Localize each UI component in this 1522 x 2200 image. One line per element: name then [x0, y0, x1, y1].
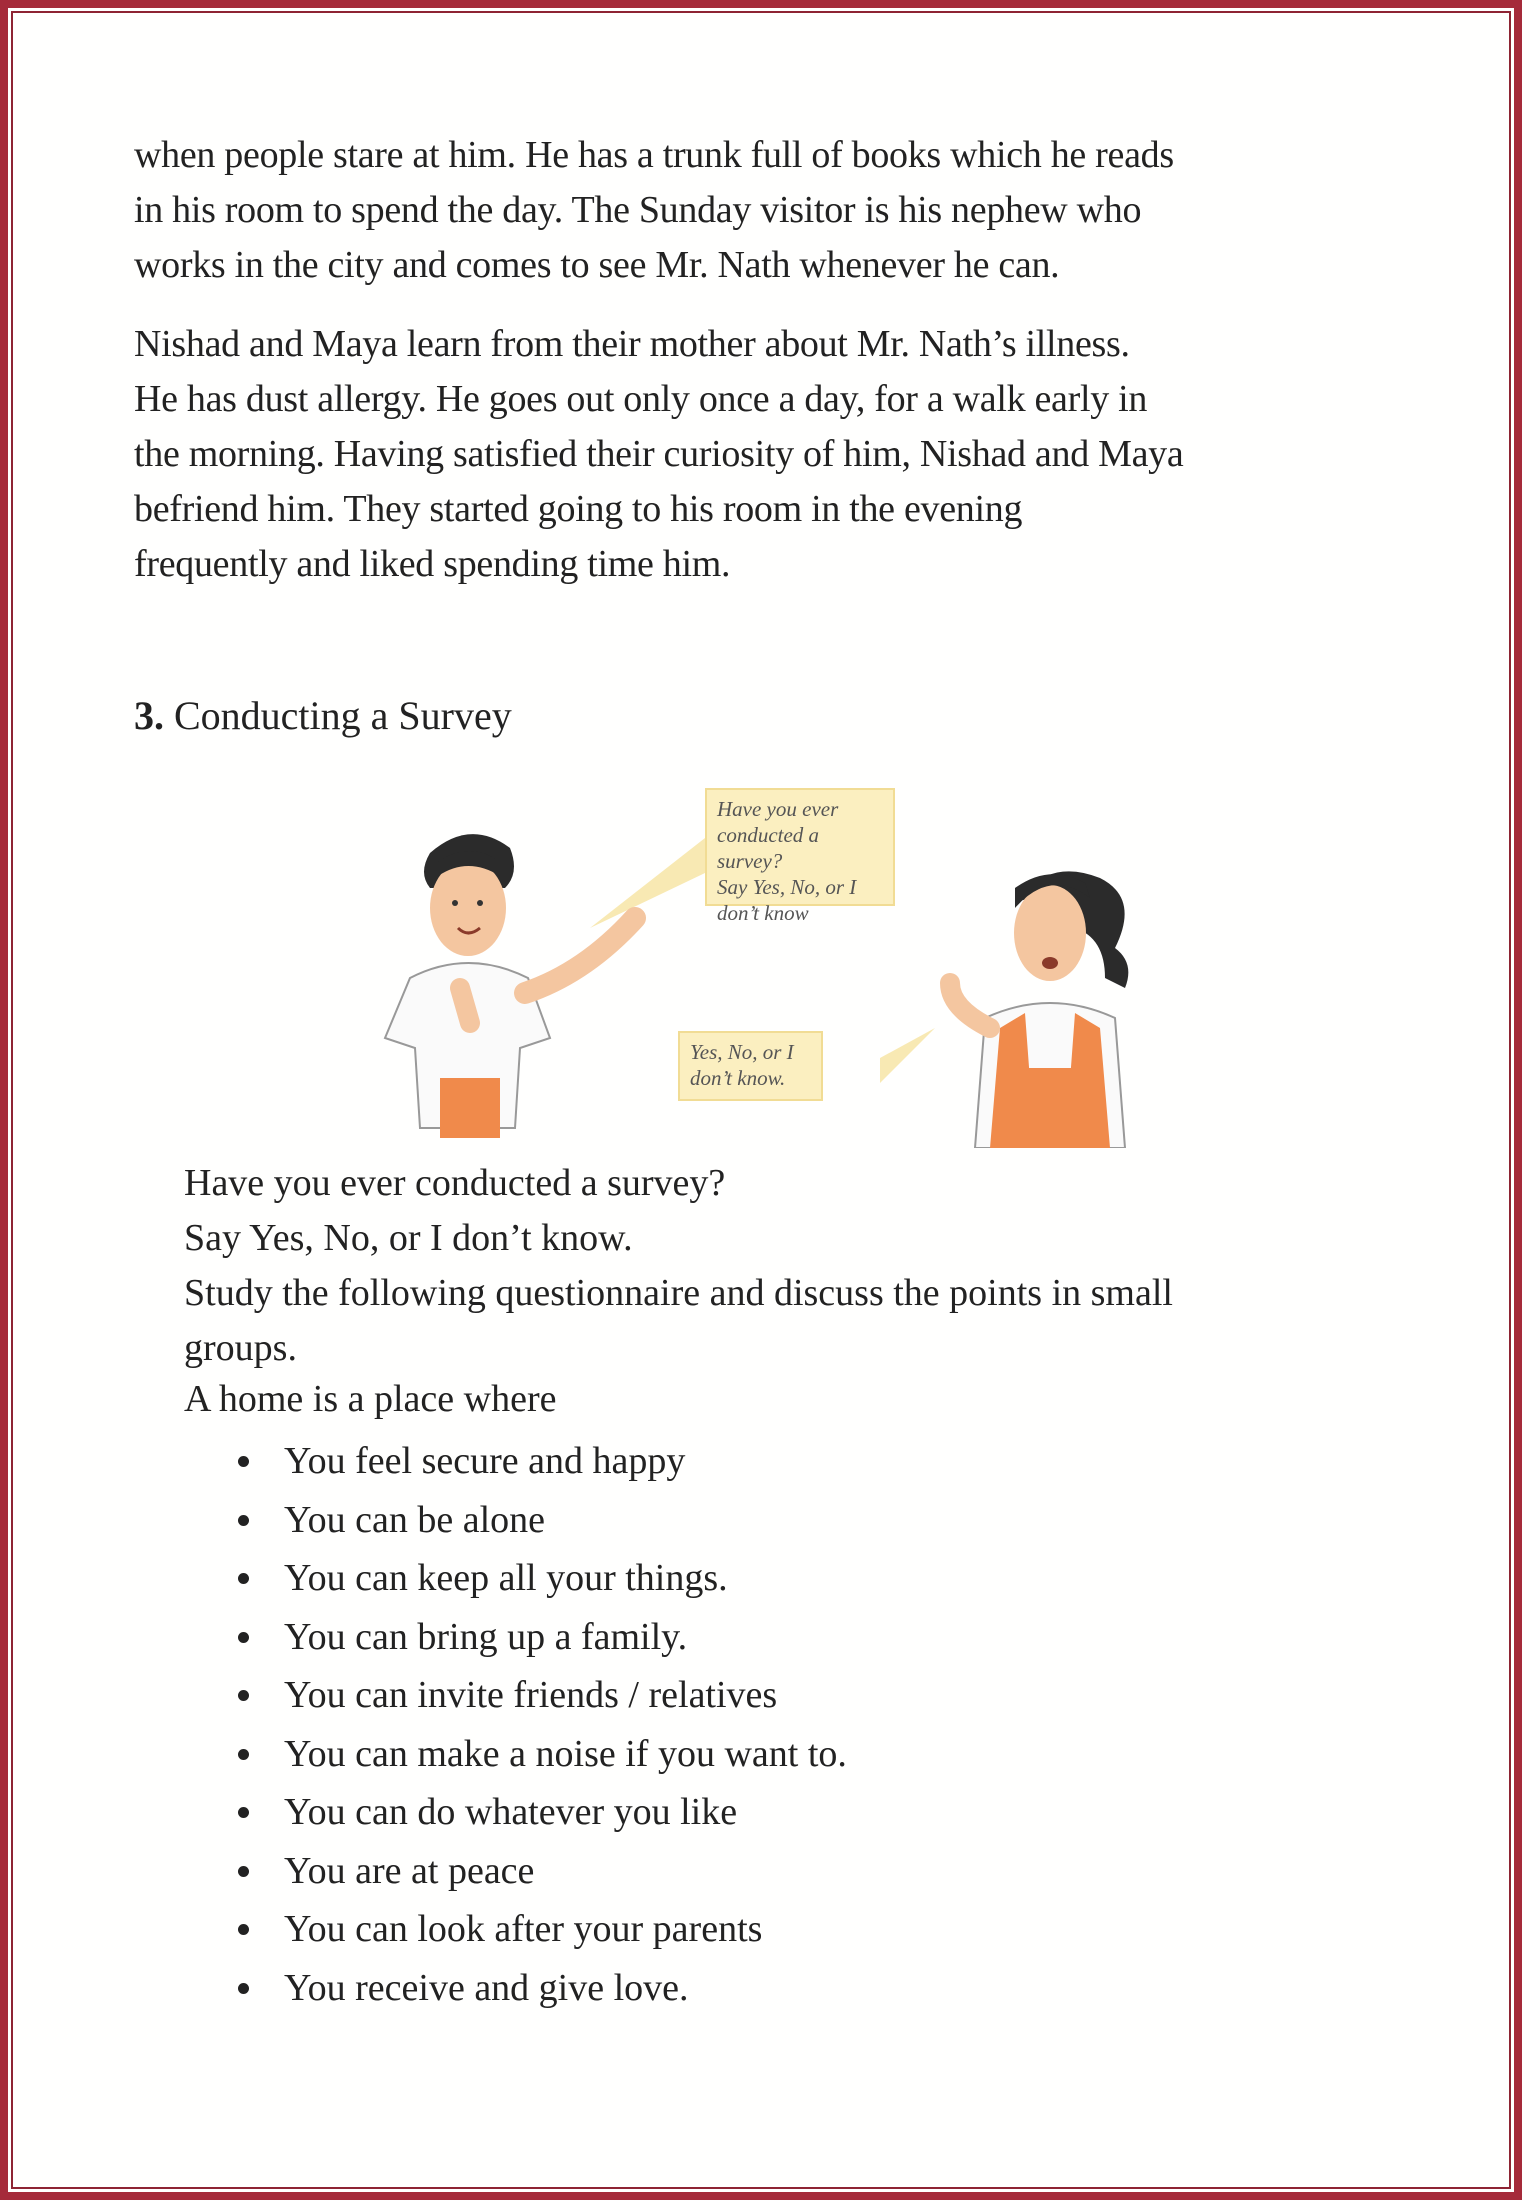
survey-instructions [184, 1156, 1173, 1427]
list-item-text: You receive and give love. [284, 1966, 689, 2009]
text-line: befriend him. They started going to his room in the evening [134, 488, 1023, 530]
bubble-line: conducted a survey? [717, 823, 820, 873]
list-item [184, 1783, 847, 1842]
text-line: frequently and liked spending time him. [134, 543, 731, 585]
list-item-text: You feel secure and happy [284, 1440, 686, 1482]
girl-figure [950, 871, 1128, 1148]
text-line: Study the following questionnaire and discuss the points in small [184, 1272, 1173, 1314]
list-item-text: You can bring up a family. [284, 1615, 688, 1658]
list-item [184, 1491, 847, 1550]
bullet-icon [238, 1749, 249, 1760]
bubble-line: don’t know. [690, 1066, 786, 1090]
list-item [184, 1900, 847, 1959]
list-item-text: You are at peace [284, 1849, 535, 1892]
text-line: in his room to spend the day. The Sunday visitor is his nephew who [134, 189, 1142, 231]
survey-illustration [360, 778, 1200, 1148]
list-item-text: You can look after your parents [284, 1908, 763, 1950]
list-item [184, 1608, 847, 1667]
text-line: Nishad and Maya learn from their mother about Mr. Nath’s illness. [134, 323, 1130, 365]
bullet-icon [238, 1515, 249, 1526]
list-item-text: You can invite friends / relatives [284, 1674, 778, 1716]
list-item [184, 1666, 847, 1725]
text-line: the morning. Having satisfied their curiosity of him, Nishad and Maya [134, 433, 1184, 475]
paragraph-mr-nath-books [134, 128, 1394, 293]
section-title: Conducting a Survey [174, 693, 512, 738]
bubble-line: don’t know [717, 901, 809, 925]
list-item-text: You can do whatever you like [284, 1791, 738, 1833]
section-number: 3. [134, 693, 164, 738]
list-item [184, 1725, 847, 1784]
list-item [184, 1959, 847, 2018]
list-item [184, 1549, 847, 1608]
bullet-icon [238, 1807, 249, 1818]
list-item-text: You can keep all your things. [284, 1557, 728, 1599]
section-heading [134, 688, 512, 744]
bubble-line: Yes, No, or I [690, 1040, 794, 1064]
bullet-icon [238, 1866, 249, 1877]
questionnaire-list [184, 1432, 847, 2017]
list-item [184, 1432, 847, 1491]
paragraph-nishad-maya [134, 317, 1394, 592]
text-line: Say Yes, No, or I don’t know. [184, 1217, 633, 1259]
list-item-text: You can make a noise if you want to. [284, 1732, 847, 1775]
speech-bubble-girl [678, 1031, 823, 1101]
bullet-icon [238, 1924, 249, 1935]
bubble-line: Say Yes, No, or I [717, 875, 857, 899]
bullet-icon [238, 1690, 249, 1701]
text-line: when people stare at him. He has a trunk full of books which he reads [134, 134, 1174, 176]
text-line: groups. [184, 1327, 297, 1369]
text-line: works in the city and comes to see Mr. Nath whenever he can. [134, 244, 1060, 286]
list-item-text: You can be alone [284, 1498, 546, 1541]
bullet-icon [238, 1456, 249, 1467]
speech-bubble-boy [705, 788, 895, 925]
bubble-line: Have you ever [717, 797, 839, 821]
bullet-icon [238, 1632, 249, 1643]
list-item [184, 1842, 847, 1901]
text-line: A home is a place where [184, 1378, 557, 1420]
bullet-icon [238, 1573, 249, 1584]
text-line: Have you ever conducted a survey? [184, 1162, 726, 1204]
boy-figure [385, 834, 635, 1138]
text-line: He has dust allergy. He goes out only once a day, for a walk early in [134, 378, 1148, 420]
bullet-icon [238, 1983, 249, 1994]
